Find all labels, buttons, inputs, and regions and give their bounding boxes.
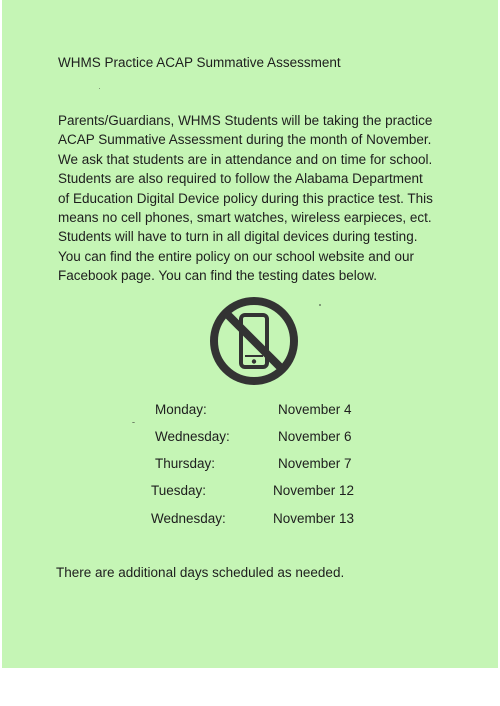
paragraph-line: Students are also required to follow the Alabama Department — [58, 171, 423, 187]
schedule-day: Thursday: — [155, 456, 216, 471]
no-cell-phone-icon — [209, 296, 299, 386]
paper-speck — [132, 422, 135, 423]
paragraph-line: ACAP Summative Assessment during the month of November. — [58, 132, 432, 148]
document-title: WHMS Practice ACAP Summative Assessment — [58, 55, 341, 70]
schedule-date: November 6 — [278, 429, 352, 444]
schedule-date: November 12 — [273, 483, 355, 498]
schedule-day: Wednesday: — [151, 511, 226, 526]
additional-days-note: There are additional days scheduled as needed. — [56, 565, 345, 580]
schedule-day: Monday: — [155, 402, 207, 417]
paragraph-line: means no cell phones, smart watches, wireless earpieces, ect. — [58, 210, 432, 226]
paragraph-line: Facebook page. You can find the testing dates below. — [58, 268, 377, 284]
paragraph-line: We ask that students are in attendance and on time for school. — [58, 151, 433, 167]
paper-speck — [319, 304, 321, 306]
schedule-day: Wednesday: — [155, 429, 230, 444]
paragraph-line: Parents/Guardians, WHMS Students will be taking the practice — [58, 113, 433, 128]
schedule-day: Tuesday: — [151, 483, 207, 498]
paragraph-line: Students will have to turn in all digital devices during testing. — [58, 229, 418, 245]
schedule-date: November 13 — [273, 511, 355, 526]
schedule-date: November 4 — [278, 402, 352, 417]
paper-speck — [99, 88, 100, 89]
schedule-date: November 7 — [278, 456, 352, 471]
paragraph-line: of Education Digital Device policy during this practice test. This — [58, 190, 433, 206]
announcement-paragraph — [58, 111, 498, 286]
paragraph-line: You can find the entire policy on our school website and our — [58, 248, 414, 264]
